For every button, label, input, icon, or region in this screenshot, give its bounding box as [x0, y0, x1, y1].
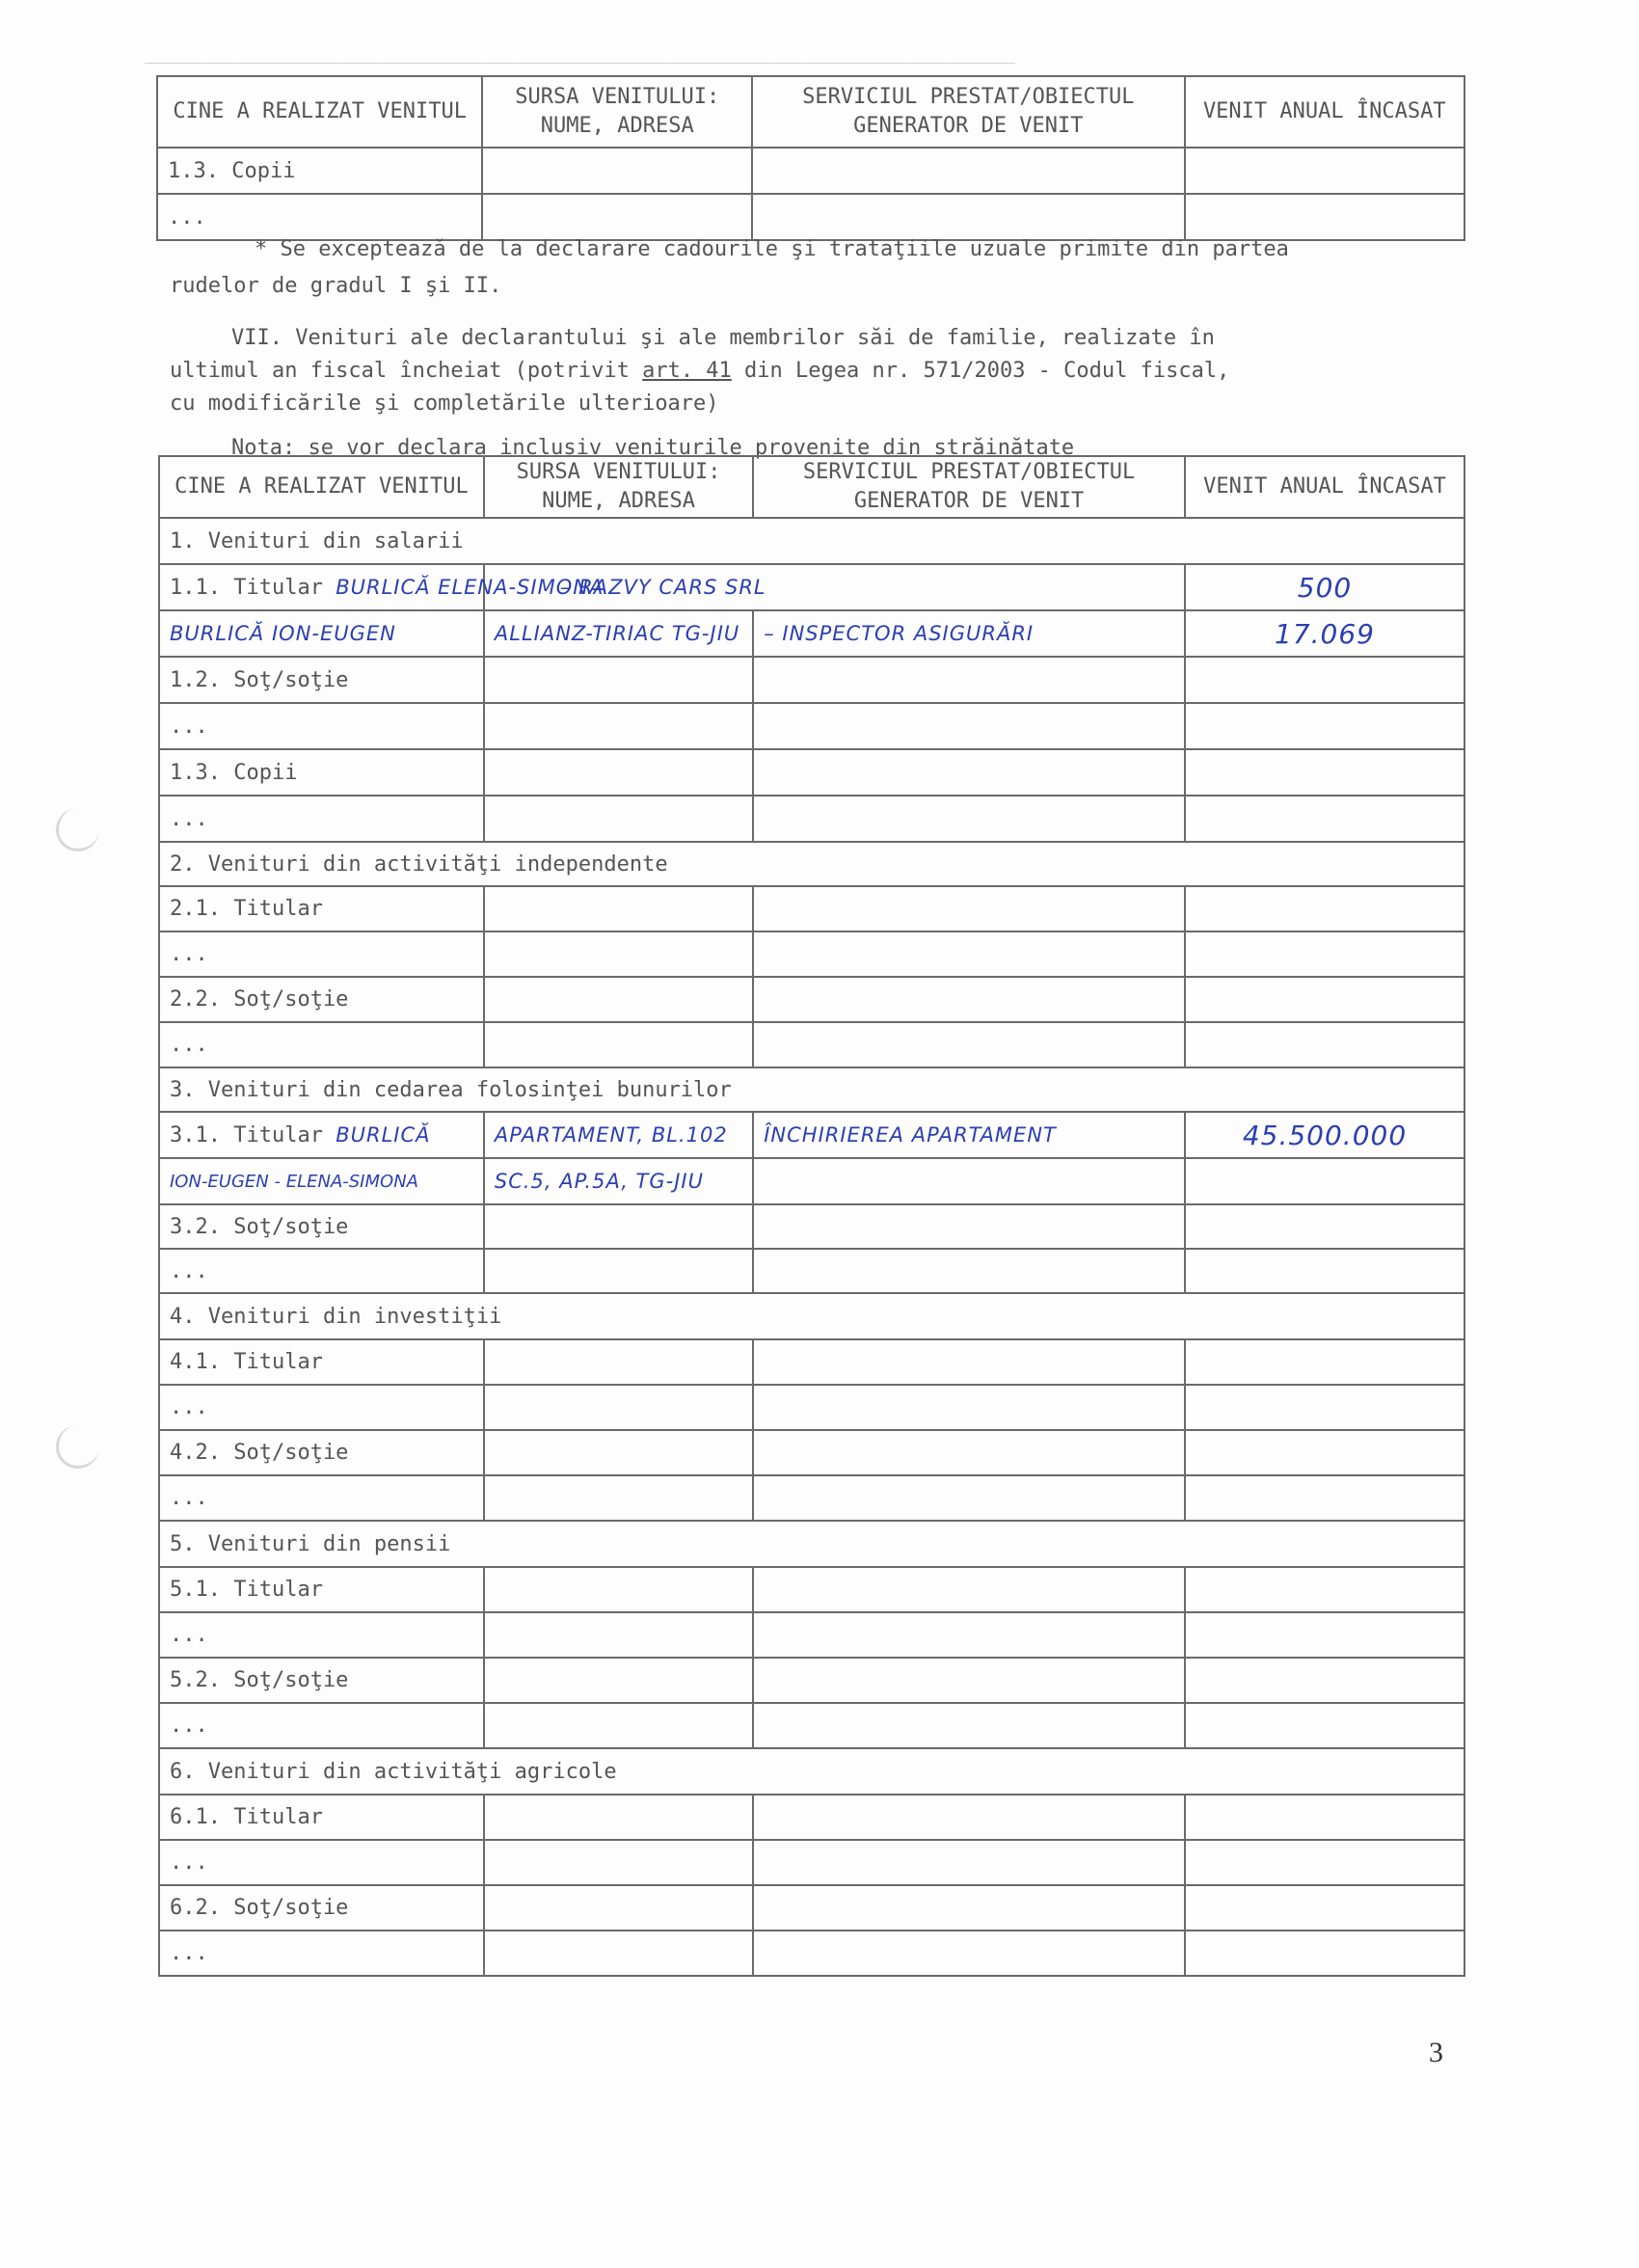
table-row	[159, 1339, 1464, 1385]
section-vii-line-1: VII. Venituri ale declarantului şi ale membrilor săi de familie, realizate în	[231, 326, 1215, 350]
row-label: ...	[159, 796, 484, 842]
section-row-independente	[159, 842, 1464, 886]
table-row	[159, 1475, 1464, 1521]
table-row	[159, 932, 1464, 977]
row-label: 3.2. Soţ/soţie	[159, 1204, 484, 1249]
table-row	[159, 657, 1464, 703]
handwritten-service: ÎNCHIRIEREA APARTAMENT	[753, 1112, 1185, 1158]
table-row	[159, 1658, 1464, 1703]
table-row	[159, 796, 1464, 842]
table-row	[159, 1158, 1464, 1204]
bleed-through-text: ___________________________________________________________________________	[145, 40, 1016, 64]
row-label: 4.2. Soţ/soţie	[159, 1430, 484, 1475]
table-header-row	[159, 456, 1464, 518]
punch-hole-mark	[56, 1425, 99, 1469]
table-row	[159, 1930, 1464, 1976]
row-label: ...	[159, 1703, 484, 1748]
section-title: 3. Venituri din cedarea folosinţei bunurilor	[159, 1067, 1464, 1112]
law-article-link[interactable]: art. 41	[642, 359, 732, 383]
table-row	[159, 1795, 1464, 1840]
section-vii-nota: Nota: se vor declara inclusiv veniturile provenite din străinătate	[231, 436, 1075, 460]
table-row	[159, 1204, 1464, 1249]
row-label: 1.2. Soţ/soţie	[159, 657, 484, 703]
table-header-row	[157, 76, 1464, 148]
section-title: 1. Venituri din salarii	[159, 518, 1464, 564]
table-row	[157, 194, 1464, 240]
row-label: 1.3. Copii	[157, 148, 482, 194]
row-label: 6.2. Soţ/soţie	[159, 1885, 484, 1930]
header-venit: VENIT ANUAL ÎNCASAT	[1185, 76, 1464, 148]
table-row	[159, 977, 1464, 1022]
table-row	[157, 148, 1464, 194]
handwritten-source: ALLIANZ-TIRIAC TG-JIU	[484, 610, 753, 657]
header-cine: CINE A REALIZAT VENITUL	[159, 456, 484, 518]
table-row	[159, 1385, 1464, 1430]
table-row	[159, 1249, 1464, 1293]
handwritten-value: 45.500.000	[1185, 1112, 1464, 1158]
section-title: 5. Venituri din pensii	[159, 1521, 1464, 1567]
table-row	[159, 1703, 1464, 1748]
header-venit: VENIT ANUAL ÎNCASAT	[1185, 456, 1464, 518]
row-label: 6.1. Titular	[159, 1795, 484, 1840]
handwritten-source: – RAZVY CARS SRL	[560, 575, 766, 599]
row-label: 4.1. Titular	[159, 1339, 484, 1385]
top-income-table	[156, 75, 1465, 241]
header-serviciul: SERVICIUL PRESTAT/OBIECTUL GENERATOR DE VENIT	[753, 456, 1185, 518]
table-row	[159, 610, 1464, 657]
table-row	[159, 1840, 1464, 1885]
row-label: 5.2. Soţ/soţie	[159, 1658, 484, 1703]
punch-hole-mark	[56, 808, 99, 851]
handwritten-source: SC.5, AP.5A, TG-JIU	[484, 1158, 753, 1204]
handwritten-value: 500	[1185, 564, 1464, 610]
row-label: ...	[157, 194, 482, 240]
row-label: 2.2. Soţ/soţie	[159, 977, 484, 1022]
section-vii-line-2: ultimul an fiscal încheiat (potrivit art. 41 din Legea nr. 571/2003 - Codul fiscal,	[170, 359, 1230, 383]
handwritten-name: ION-EUGEN - ELENA-SIMONA	[159, 1158, 484, 1204]
table-row	[159, 1430, 1464, 1475]
handwritten-name: BURLICĂ ELENA-SIMONA	[336, 575, 605, 599]
table-row	[159, 1112, 1464, 1158]
header-sursa: SURSA VENITULUI: NUME, ADRESA	[484, 456, 753, 518]
row-label: ...	[159, 1249, 484, 1293]
footnote-line-1: * Se exceptează de la declarare cadourile şi trataţiile uzuale primite din partea	[255, 237, 1289, 261]
row-label: ...	[159, 1612, 484, 1658]
row-label: 2.1. Titular	[159, 886, 484, 932]
section-row-pensii	[159, 1521, 1464, 1567]
page-number: 3	[1429, 2037, 1443, 2068]
section-vii-line-3: cu modificările şi completările ulterioare)	[170, 392, 719, 416]
row-label: 1.3. Copii	[159, 749, 484, 796]
handwritten-name: BURLICĂ	[336, 1122, 431, 1147]
table-row	[159, 886, 1464, 932]
row-label: ...	[159, 1475, 484, 1521]
table-row	[159, 1885, 1464, 1930]
section-row-salarii	[159, 518, 1464, 564]
row-label: ...	[159, 1840, 484, 1885]
header-serviciul: SERVICIUL PRESTAT/OBIECTUL GENERATOR DE VENIT	[752, 76, 1184, 148]
row-label: ...	[159, 1385, 484, 1430]
table-row	[159, 1022, 1464, 1067]
section-title: 6. Venituri din activităţi agricole	[159, 1748, 1464, 1795]
row-label: 5.1. Titular	[159, 1567, 484, 1612]
section-row-cedarea-folosintei	[159, 1067, 1464, 1112]
handwritten-service: – INSPECTOR ASIGURĂRI	[753, 610, 1185, 657]
table-row	[159, 1567, 1464, 1612]
row-label: 1.1. Titular	[170, 575, 323, 600]
row-label: ...	[159, 1022, 484, 1067]
handwritten-value: 17.069	[1185, 610, 1464, 657]
table-row	[159, 564, 1464, 610]
table-row	[159, 1612, 1464, 1658]
section-title: 4. Venituri din investiţii	[159, 1293, 1464, 1339]
section-row-investitii	[159, 1293, 1464, 1339]
footnote-line-2: rudelor de gradul I şi II.	[170, 274, 502, 298]
header-cine: CINE A REALIZAT VENITUL	[157, 76, 482, 148]
handwritten-source: APARTAMENT, BL.102	[484, 1112, 753, 1158]
row-label: 3.1. Titular	[170, 1122, 323, 1148]
table-row	[159, 703, 1464, 749]
row-label: ...	[159, 1930, 484, 1976]
row-label: ...	[159, 703, 484, 749]
income-table	[158, 455, 1465, 1977]
section-title: 2. Venituri din activităţi independente	[159, 842, 1464, 886]
handwritten-name: BURLICĂ ION-EUGEN	[159, 610, 484, 657]
header-sursa: SURSA VENITULUI: NUME, ADRESA	[482, 76, 752, 148]
row-label: ...	[159, 932, 484, 977]
section-row-agricole	[159, 1748, 1464, 1795]
table-row	[159, 749, 1464, 796]
